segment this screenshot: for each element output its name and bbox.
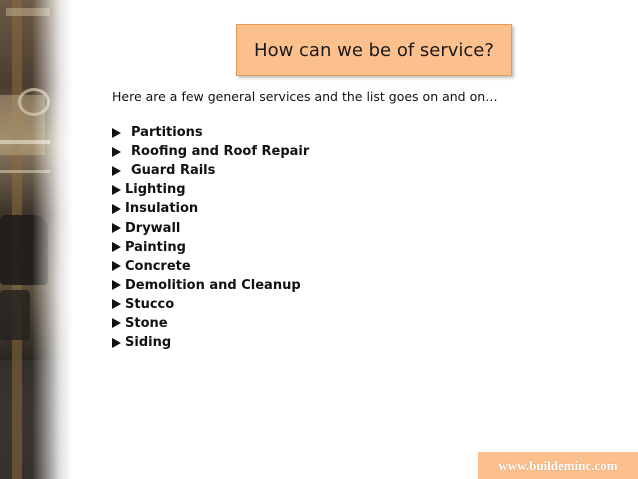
service-label: Siding — [125, 335, 172, 351]
service-label: Concrete — [125, 258, 191, 274]
list-item — [112, 218, 309, 237]
background-photo — [0, 0, 72, 479]
list-item — [112, 180, 309, 199]
service-label: Painting — [125, 239, 186, 255]
arrowhead-bullet-icon — [112, 242, 121, 252]
intro-text: Here are a few general services and the list goes on and on… — [112, 89, 498, 104]
arrowhead-bullet-icon — [112, 204, 121, 214]
arrowhead-bullet-icon — [112, 223, 121, 233]
service-label: Drywall — [125, 220, 181, 236]
service-label: Stone — [125, 315, 168, 331]
service-label: Partitions — [131, 125, 203, 141]
slide-title: How can we be of service? — [254, 39, 494, 61]
arrowhead-bullet-icon — [112, 318, 121, 328]
list-item — [112, 142, 309, 161]
arrowhead-bullet-icon — [112, 299, 121, 309]
arrowhead-bullet-icon — [112, 128, 121, 138]
list-item — [112, 333, 309, 352]
arrowhead-bullet-icon — [112, 185, 121, 195]
service-label: Insulation — [125, 201, 199, 217]
title-box — [236, 24, 512, 76]
arrowhead-bullet-icon — [112, 166, 121, 176]
list-item — [112, 161, 309, 180]
list-item — [112, 276, 309, 295]
list-item — [112, 295, 309, 314]
website-link[interactable]: www.buildeminc.com — [498, 457, 618, 473]
service-label: Roofing and Roof Repair — [131, 144, 310, 160]
service-label: Demolition and Cleanup — [125, 277, 301, 293]
list-item — [112, 199, 309, 218]
list-item — [112, 257, 309, 276]
arrowhead-bullet-icon — [112, 147, 121, 157]
service-label: Guard Rails — [131, 163, 216, 179]
service-label: Lighting — [125, 182, 186, 198]
list-item — [112, 123, 309, 142]
list-item — [112, 314, 309, 333]
arrowhead-bullet-icon — [112, 261, 121, 271]
arrowhead-bullet-icon — [112, 338, 121, 348]
services-list — [112, 123, 309, 352]
list-item — [112, 238, 309, 257]
service-label: Stucco — [125, 296, 175, 312]
footer-banner — [478, 452, 638, 479]
arrowhead-bullet-icon — [112, 280, 121, 290]
